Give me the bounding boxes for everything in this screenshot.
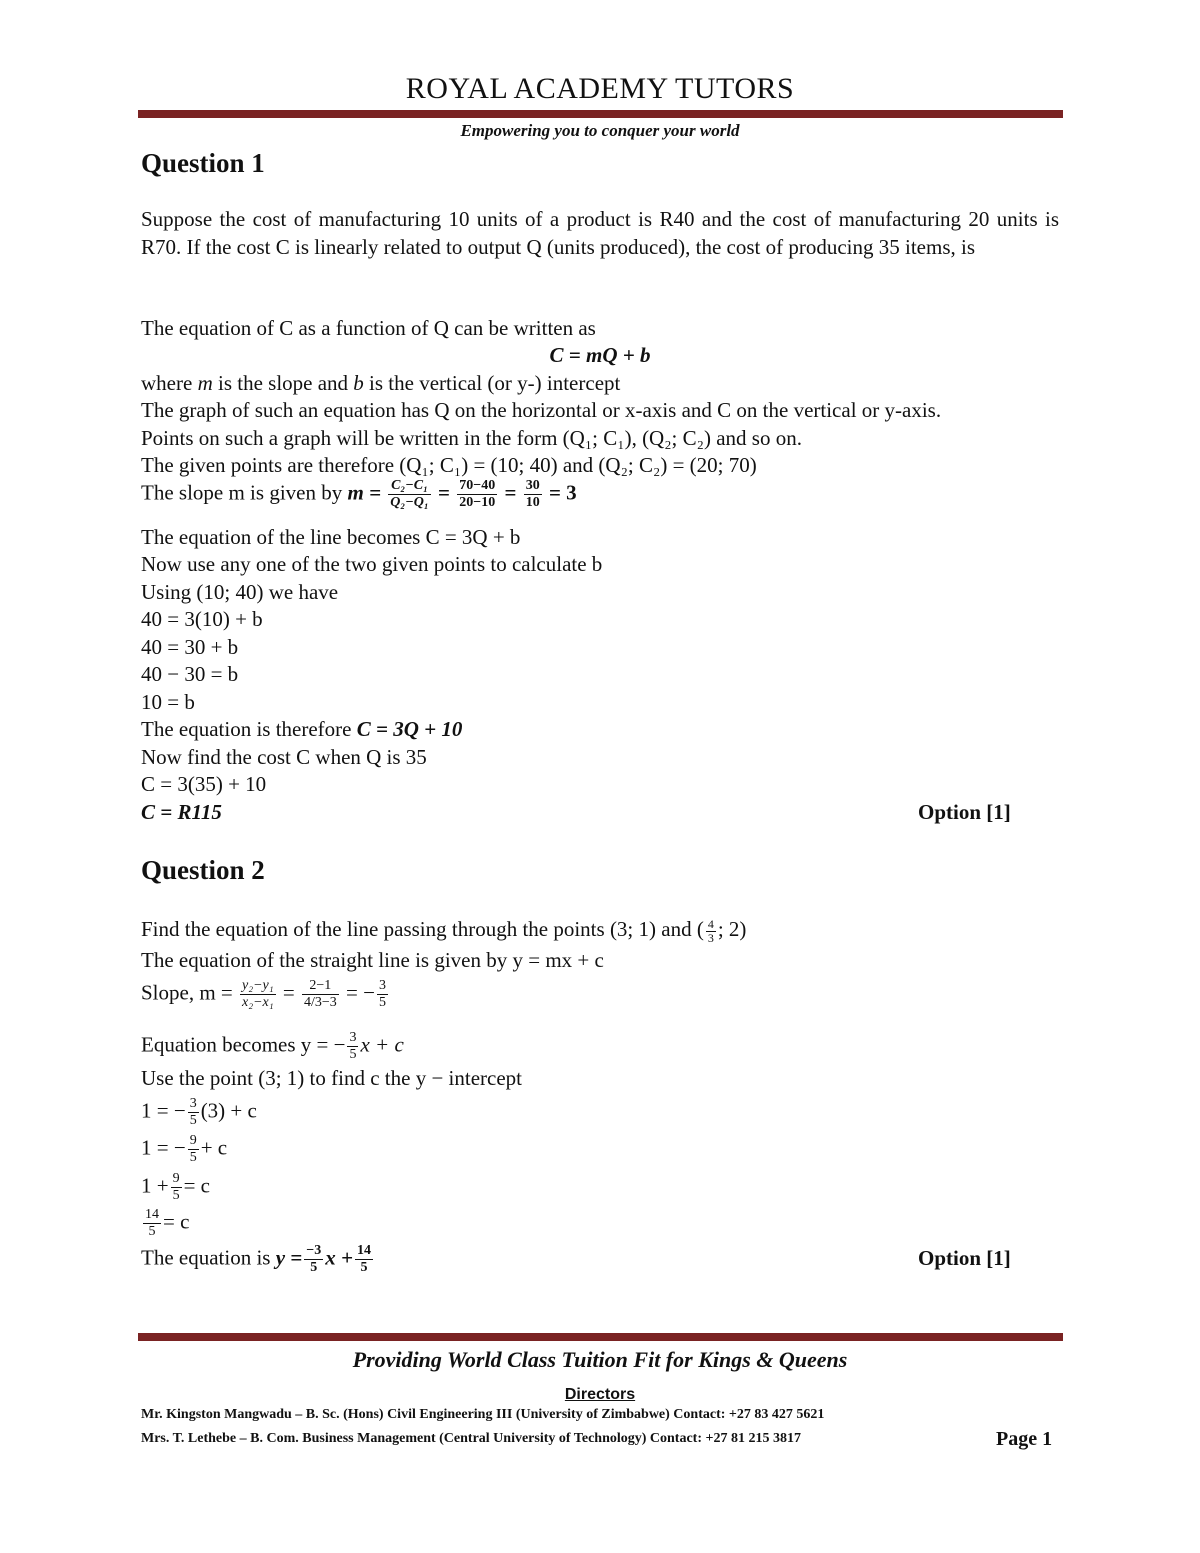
q2-eq-f-num: 3 — [349, 1030, 357, 1045]
q1-step-4: 10 = b — [141, 690, 195, 714]
question-1-heading: Question 1 — [141, 148, 265, 178]
q1-given-points: The given points are therefore (Q₁; C₁) = (10; 40) and (Q₂; C₂) = (20; 70) — [141, 453, 757, 477]
q2-problem-line — [141, 917, 746, 945]
q1-slope-f3-num: 30 — [525, 478, 540, 493]
q2-final-a: y = — [275, 1245, 303, 1270]
q1-step-3: 40 − 30 = b — [141, 662, 239, 686]
q2-s3-b: = c — [183, 1173, 211, 1198]
q2-s2-fraction — [188, 1133, 199, 1166]
q2-s3-den: 5 — [172, 1188, 180, 1203]
question-2-heading: Question 2 — [141, 855, 265, 885]
q1-slope-m: m = — [347, 480, 382, 505]
q2-s1-den: 5 — [189, 1113, 197, 1128]
q2-eq-f-den: 5 — [349, 1047, 357, 1062]
q2-s3-fraction — [171, 1171, 182, 1204]
q2-final-x: x + — [325, 1245, 353, 1270]
q2-final-f2-den: 5 — [360, 1260, 368, 1275]
q1-using: Using (10; 40) we have — [141, 580, 339, 604]
q2-final-f1-den: 5 — [310, 1260, 318, 1275]
q2-problem-fraction — [706, 918, 716, 945]
q1-eq-therefore-line — [141, 717, 462, 742]
q2-slope-fraction-1 — [240, 978, 276, 1011]
q1-slope-f2-num: 70−40 — [459, 478, 496, 493]
header-tagline: Empowering you to conquer your world — [460, 121, 740, 140]
q2-eq-becomes-fraction — [347, 1030, 358, 1063]
q1-slope-f2-den: 20−10 — [459, 495, 496, 510]
q1-slope-label: The slope m is given by — [141, 480, 343, 505]
q2-s2-b: + c — [200, 1135, 228, 1160]
q2-s1-a: 1 = − — [141, 1098, 186, 1123]
footer-director-1: Mr. Kingston Mangwadu – B. Sc. (Hons) Civil Engineering III (University of Zimbabwe) Contact: +27 83 427 5621 — [141, 1407, 825, 1422]
q1-where-line — [141, 371, 620, 396]
q2-slope-result-sign: = − — [346, 980, 375, 1005]
q2-slope-r-den: 5 — [378, 995, 386, 1010]
q2-s4-fraction — [143, 1207, 161, 1240]
q2-slope-line: Slope, m = $\frac{\text{y₂−y₁}}{\text{x₂−x₁}}$ = $\frac{2-1}{4/3-3}$ = − $\frac{3}{5}$ — [141, 978, 386, 1010]
q2-slope-f2-den: 4/3−3 — [303, 995, 337, 1010]
header-rule — [138, 110, 1063, 118]
q1-slope-line: The slope m is given by m = $\frac{\text{C₂−C₁}}{\text{Q₂−Q₁}}$ = $\frac{70-40}{20-10}$ = $\frac{30}{10}$ = 3 — [141, 478, 577, 510]
q2-s2-a: 1 = − — [141, 1135, 186, 1160]
q2-final-f2-num: 14 — [356, 1243, 371, 1258]
q2-slope-f1-num: y₂−y₁ — [242, 978, 274, 993]
q1-calc: C = 3(35) + 10 — [141, 772, 267, 796]
q1-slope-f1-den: Q₂−Q₁ — [390, 495, 429, 510]
q1-eq-becomes: The equation of the line becomes C = 3Q + b — [141, 525, 521, 549]
q1-where-m: m — [197, 371, 213, 395]
q2-step-2 — [141, 1133, 227, 1166]
q2-step-1 — [141, 1096, 257, 1129]
q2-final-fraction-1 — [304, 1243, 323, 1276]
q2-slope-result-fraction — [377, 978, 388, 1011]
q1-slope-f1-num: C₂−C₁ — [388, 478, 430, 495]
q1-step-1: 40 = 3(10) + b — [141, 607, 263, 631]
q2-s2-num: 9 — [189, 1133, 197, 1148]
q2-s4-den: 5 — [148, 1224, 156, 1239]
q2-final-label: The equation is — [141, 1245, 276, 1270]
q1-intro: The equation of C as a function of Q can be written as — [141, 316, 596, 340]
page-number: Page 1 — [996, 1428, 1053, 1450]
q2-eq-becomes-label: Equation becomes y = − — [141, 1032, 346, 1057]
q2-final-fraction-2 — [355, 1243, 373, 1276]
q2-eq-becomes-tail: x + c — [360, 1032, 404, 1057]
q2-step-3 — [141, 1171, 210, 1204]
q2-s2-den: 5 — [189, 1150, 197, 1165]
q2-use-point: Use the point (3; 1) to find c the y − intercept — [141, 1066, 522, 1090]
q2-slope-r-num: 3 — [378, 978, 386, 993]
q2-eq-becomes-line — [141, 1030, 404, 1063]
footer-slogan: Providing World Class Tuition Fit for Kings & Queens — [352, 1347, 848, 1372]
q1-eq-therefore: C = 3Q + 10 — [356, 717, 463, 741]
q2-s1-num: 3 — [189, 1096, 197, 1111]
q2-s4-b: = c — [163, 1209, 190, 1234]
q2-step-4 — [141, 1207, 189, 1240]
q1-slope-fraction-2 — [457, 478, 497, 511]
q1-where-a: where — [141, 371, 198, 395]
q2-line-form: The equation of the straight line is given by y = mx + c — [141, 948, 604, 972]
q2-s1-b: (3) + c — [200, 1098, 257, 1123]
q2-s1-fraction — [188, 1096, 199, 1129]
q1-where-b-text: is the slope and — [212, 371, 354, 395]
q1-slope-f3-den: 10 — [525, 495, 540, 510]
q1-slope-fraction-3 — [524, 478, 542, 511]
q1-slope-result: = 3 — [548, 480, 577, 505]
header-title: ROYAL ACADEMY TUTORS — [405, 72, 795, 105]
q1-answer: C = R115 — [141, 800, 222, 824]
q2-slope-f2-num: 2−1 — [302, 978, 339, 995]
q2-slope-f1-den: x₂−x₁ — [242, 995, 274, 1010]
q2-problem-a: Find the equation of the line passing through the points (3; 1) and ( — [141, 917, 704, 941]
q1-use-point: Now use any one of the two given points to calculate b — [141, 552, 603, 576]
q1-points-form: Points on such a graph will be written in the form (Q₁; C₁), (Q₂; C₂) and so on. — [141, 426, 802, 450]
q2-slope-label: Slope, m = — [141, 980, 233, 1005]
q1-option: Option [1] — [918, 800, 1011, 824]
q2-s3-num: 9 — [172, 1171, 180, 1186]
q2-problem-b: ; 2) — [717, 917, 747, 941]
q2-s4-num: 14 — [145, 1207, 159, 1222]
q1-slope-fraction-1 — [388, 478, 430, 511]
q2-problem-f-den: 3 — [707, 930, 714, 945]
question-1-problem: Suppose the cost of manufacturing 10 units of a product is R40 and the cost of manufacturing 20 units is R70. If the cost C is linearly related to output Q (units produced), the cost of producing 35 items, is — [141, 207, 1059, 259]
footer-directors-label: Directors — [564, 1386, 636, 1403]
q1-find-cost: Now find the cost C when Q is 35 — [141, 745, 427, 769]
footer-rule — [138, 1333, 1063, 1341]
q2-final-f1-num: −3 — [306, 1243, 322, 1258]
q2-problem-f-num: 4 — [707, 916, 714, 931]
q2-s3-a: 1 + — [141, 1173, 169, 1198]
q1-eq-therefore-label: The equation is therefore — [141, 717, 357, 741]
q1-where-b: b — [353, 371, 364, 395]
q1-where-c: is the vertical (or y-) intercept — [363, 371, 621, 395]
q2-slope-fraction-2 — [302, 978, 339, 1011]
q2-option: Option [1] — [918, 1246, 1011, 1270]
q2-final-line — [141, 1243, 375, 1276]
footer-director-2: Mrs. T. Lethebe – B. Com. Business Management (Central University of Technology) Contact: +27 81 215 3817 — [141, 1431, 801, 1446]
q1-step-2: 40 = 30 + b — [141, 635, 239, 659]
q1-graph-note: The graph of such an equation has Q on the horizontal or x-axis and C on the vertical or y-axis. — [141, 398, 942, 422]
q1-general-equation: C = mQ + b — [549, 343, 651, 367]
